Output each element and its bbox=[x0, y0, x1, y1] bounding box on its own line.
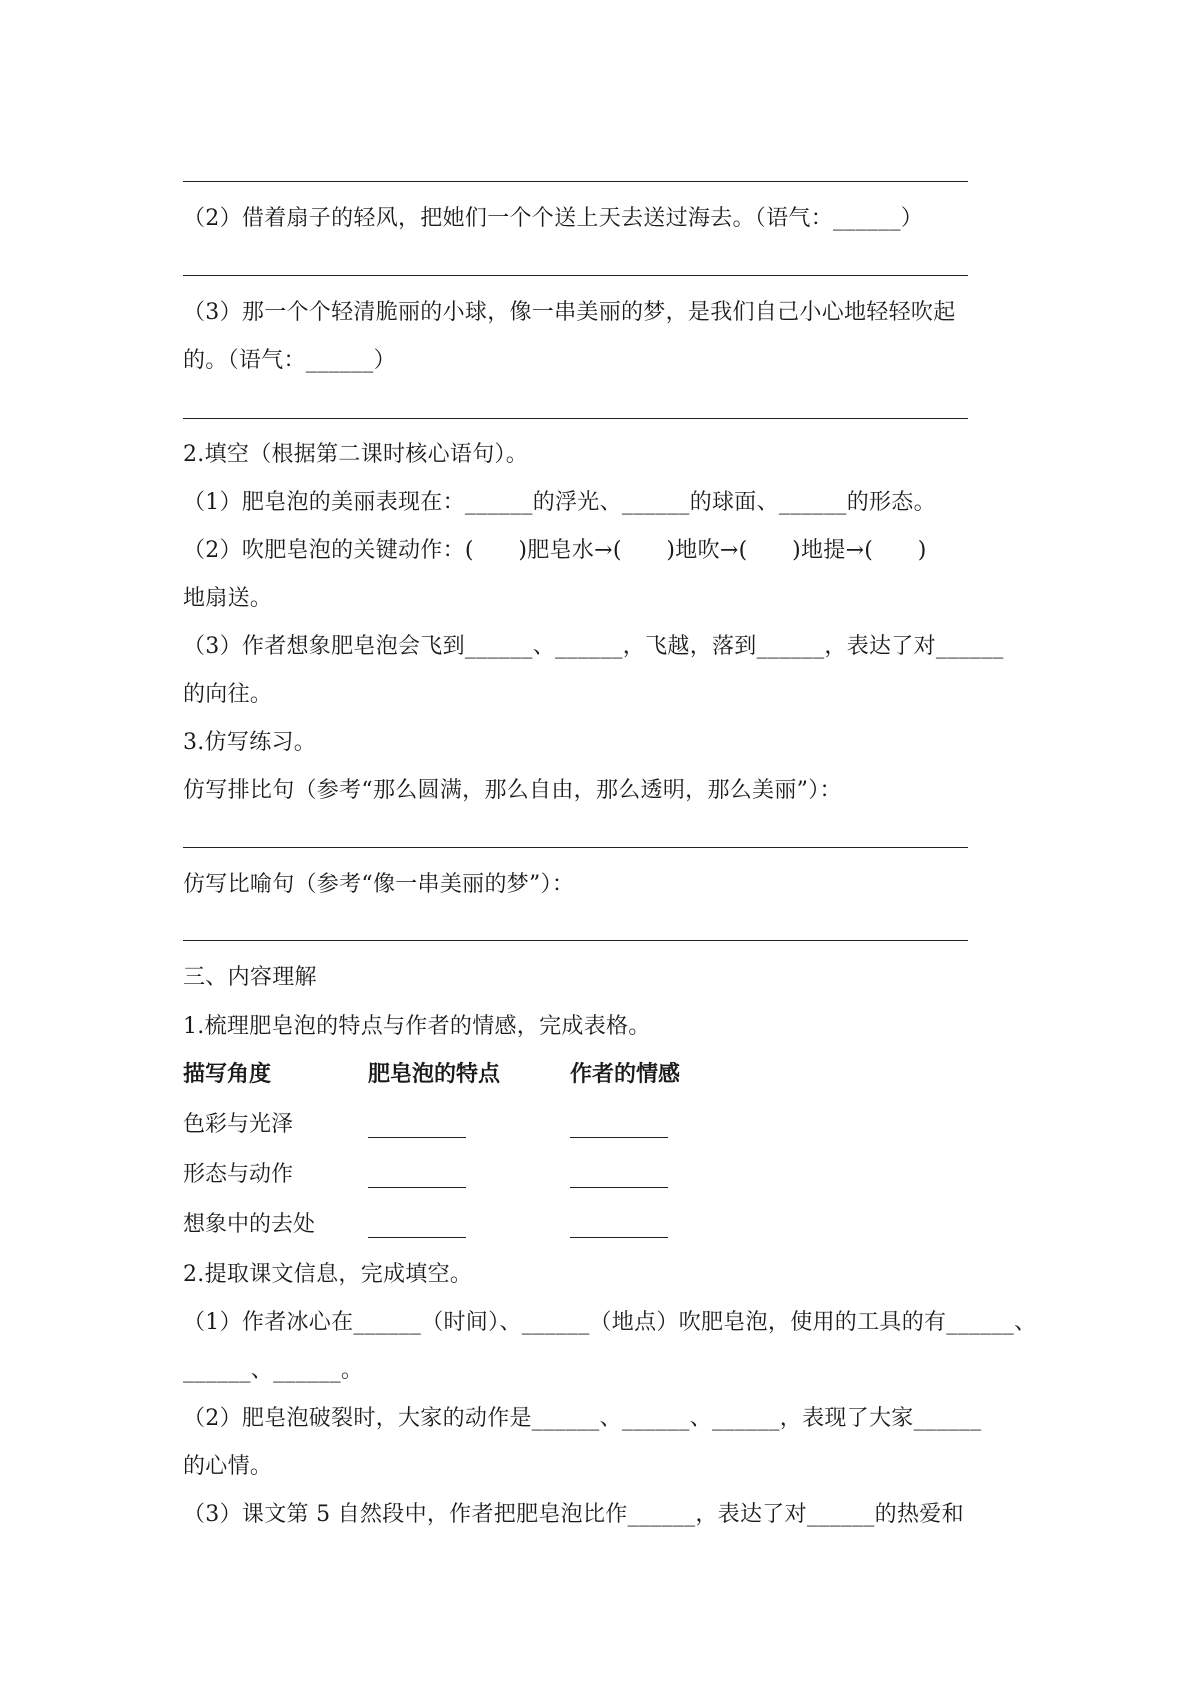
part-3-q2-1: （1）作者冰心在______（时间）、______（地点）吹肥皂泡，使用的工具的有______、 bbox=[183, 1310, 1037, 1335]
question-1-3: （3）那一个个轻清脆丽的小球，像一串美丽的梦，是我们自己小心地轻轻吹起 bbox=[183, 300, 956, 325]
section-2-title: 2.填空（根据第二课时核心语句）。 bbox=[183, 442, 529, 467]
answer-line bbox=[183, 940, 968, 941]
question-1-2: （2）借着扇子的轻风，把她们一个个送上天去送过海去。（语气：______） bbox=[183, 206, 924, 231]
table-header-angle: 描写角度 bbox=[183, 1062, 272, 1087]
part-3-q2-1-cont: ______、______。 bbox=[183, 1358, 364, 1383]
question-2-3-cont: 的向往。 bbox=[183, 682, 273, 707]
table-blank bbox=[570, 1187, 668, 1188]
answer-line bbox=[183, 847, 968, 848]
imitation-simile: 仿写比喻句（参考“像一串美丽的梦”）： bbox=[183, 872, 575, 897]
table-blank bbox=[368, 1187, 466, 1188]
question-2-1: （1）肥皂泡的美丽表现在：______的浮光、______的球面、______的形态。 bbox=[183, 490, 936, 515]
question-2-3: （3）作者想象肥皂泡会飞到______、______，飞越，落到______，表达了对______ bbox=[183, 634, 1004, 659]
table-row-label: 形态与动作 bbox=[183, 1162, 294, 1187]
question-2-2: （2）吹肥皂泡的关键动作：( )肥皂水→( )地吹→( )地提→( ) bbox=[183, 538, 927, 563]
part-3-title: 三、内容理解 bbox=[183, 965, 317, 990]
part-3-q2-3: （3）课文第 5 自然段中，作者把肥皂泡比作______，表达了对______的热爱和 bbox=[183, 1502, 964, 1527]
answer-line bbox=[183, 418, 968, 419]
table-header-feature: 肥皂泡的特点 bbox=[368, 1062, 501, 1087]
table-row-label: 想象中的去处 bbox=[183, 1212, 316, 1237]
table-blank bbox=[570, 1137, 668, 1138]
question-1-3-cont: 的。（语气：______） bbox=[183, 348, 396, 373]
part-3-q2-title: 2.提取课文信息，完成填空。 bbox=[183, 1262, 473, 1287]
part-3-q2-2: （2）肥皂泡破裂时，大家的动作是______、______、______，表现了大家______ bbox=[183, 1406, 982, 1431]
part-3-q1-title: 1.梳理肥皂泡的特点与作者的情感，完成表格。 bbox=[183, 1014, 651, 1039]
answer-line bbox=[183, 181, 968, 182]
table-header-emotion: 作者的情感 bbox=[570, 1062, 681, 1087]
table-blank bbox=[368, 1237, 466, 1238]
part-3-q2-2-cont: 的心情。 bbox=[183, 1454, 273, 1479]
question-2-2-cont: 地扇送。 bbox=[183, 586, 273, 611]
imitation-parallel: 仿写排比句（参考“那么圆满，那么自由，那么透明，那么美丽”）： bbox=[183, 778, 842, 803]
answer-line bbox=[183, 275, 968, 276]
table-row-label: 色彩与光泽 bbox=[183, 1112, 294, 1137]
table-blank bbox=[570, 1237, 668, 1238]
section-3-title: 3.仿写练习。 bbox=[183, 730, 317, 755]
table-blank bbox=[368, 1137, 466, 1138]
